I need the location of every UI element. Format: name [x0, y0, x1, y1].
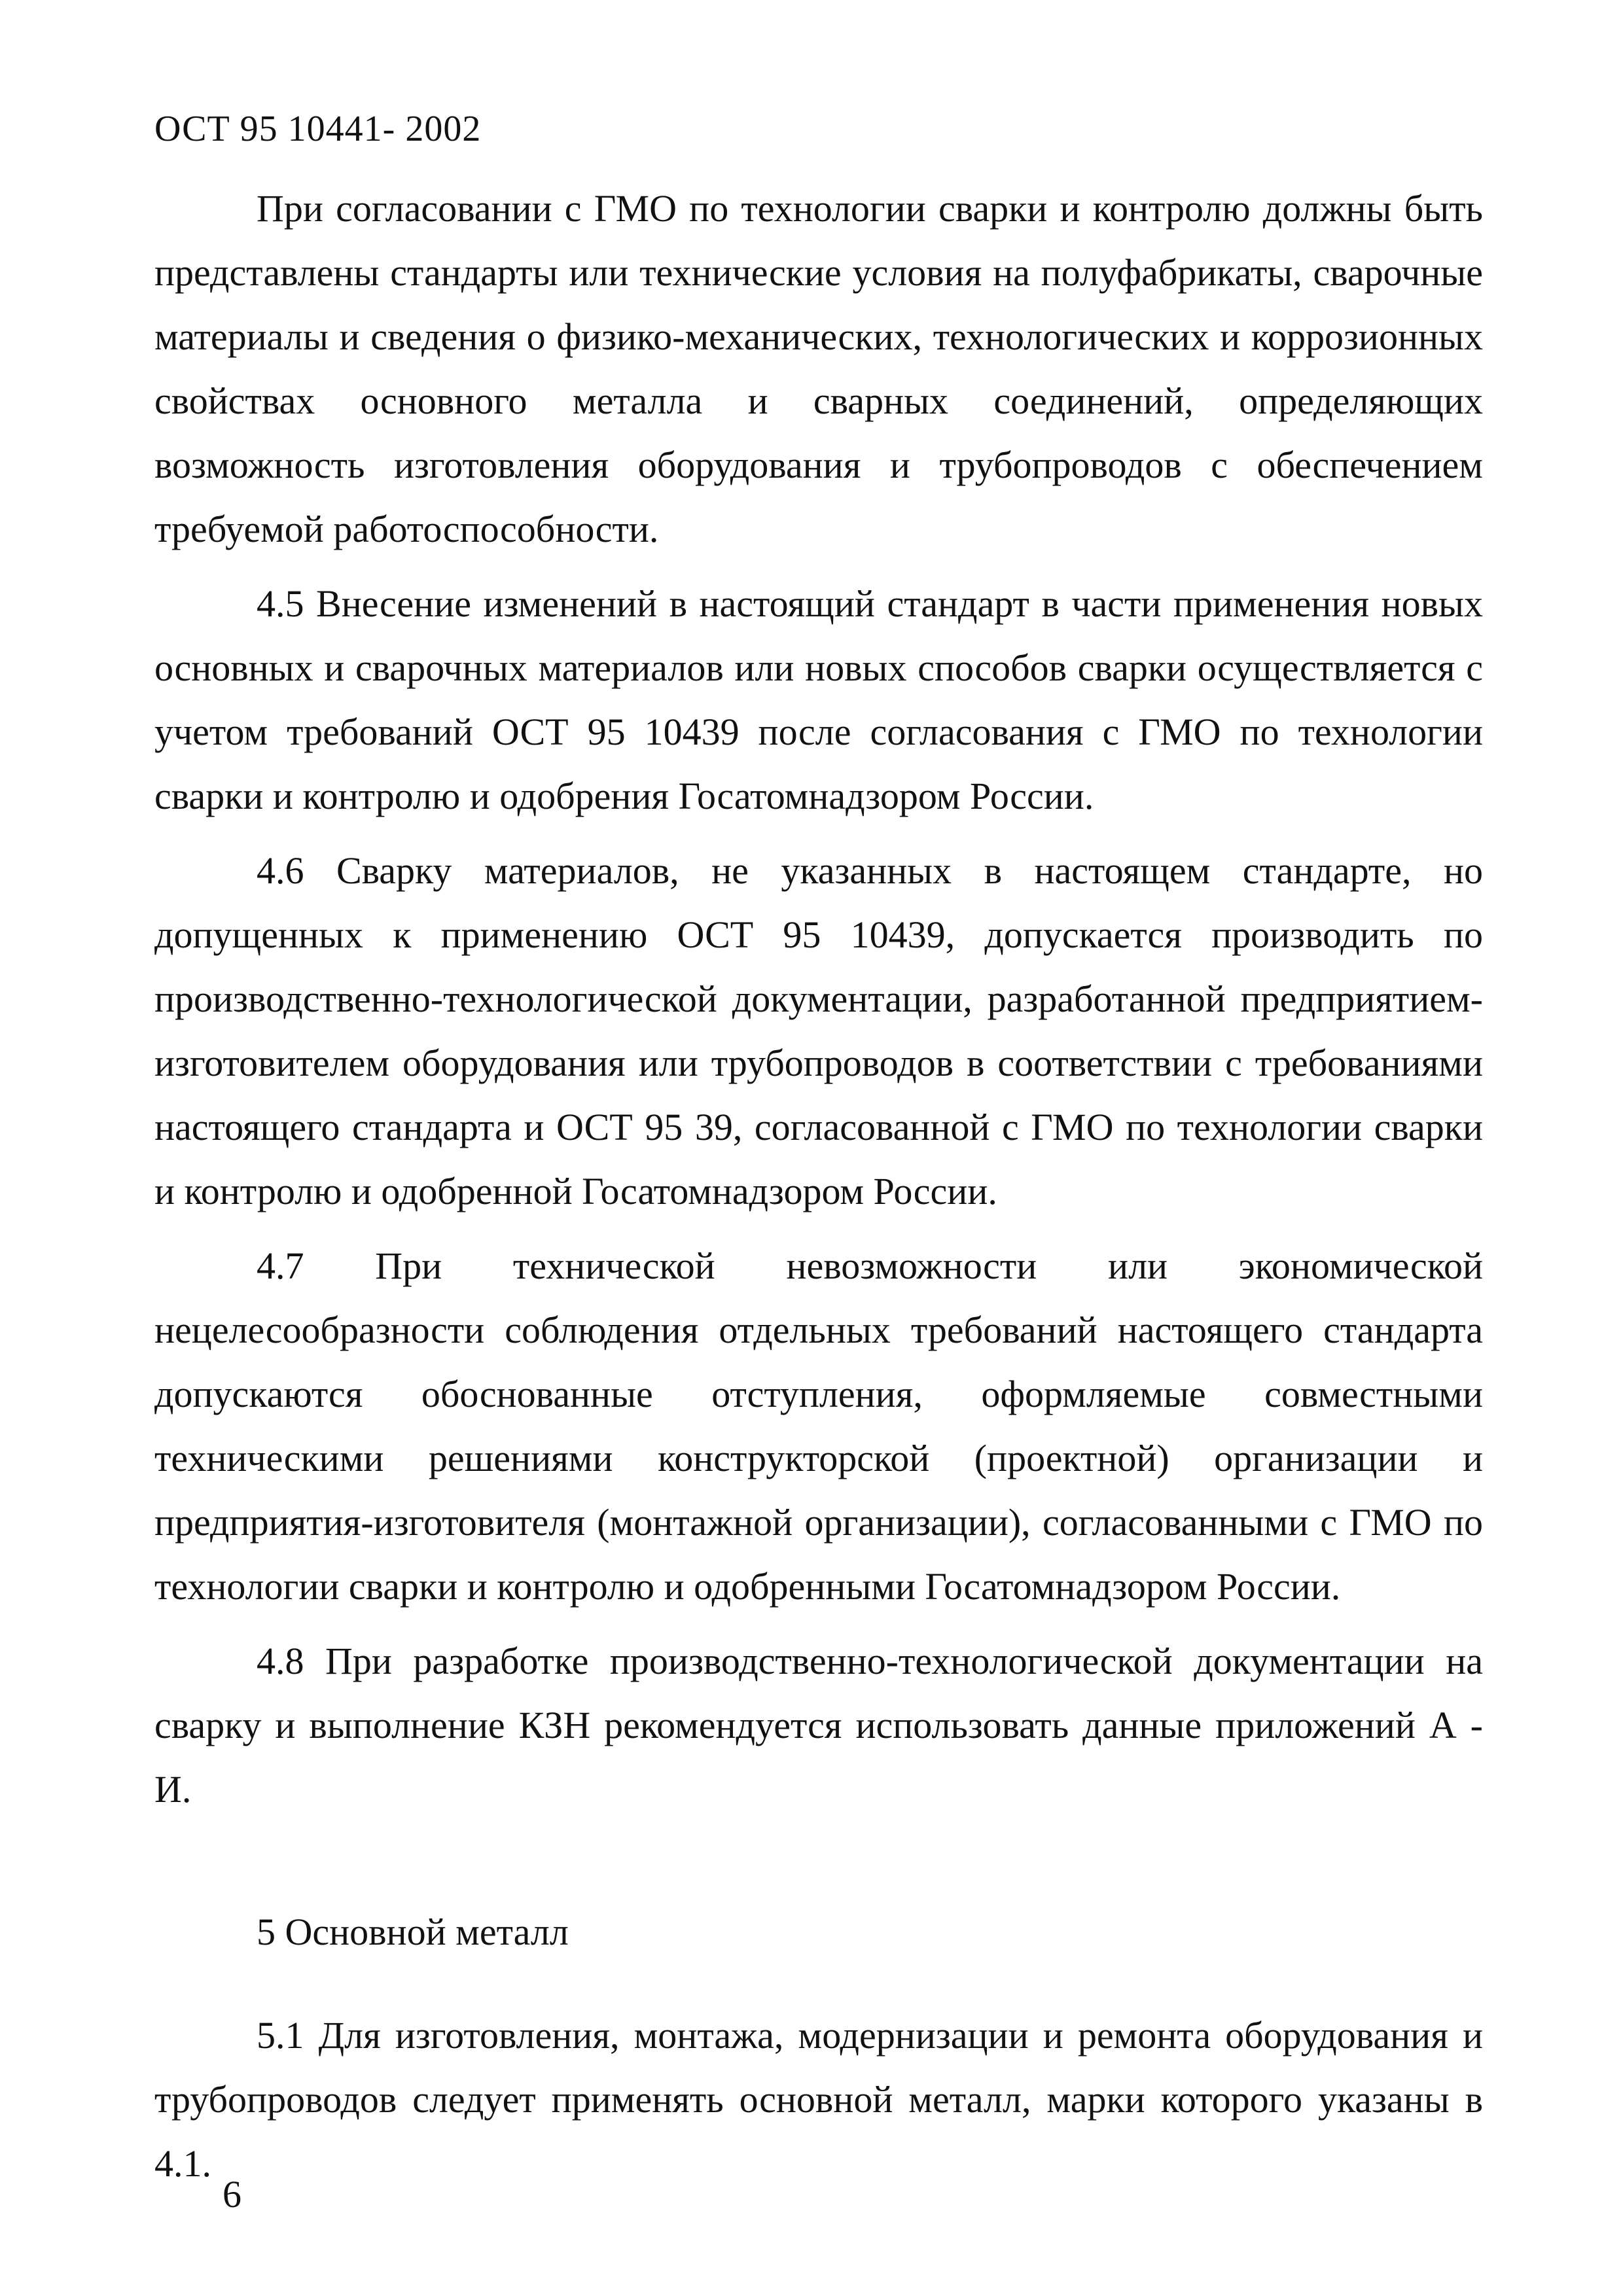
- paragraph-approval: При согласовании с ГМО по технологии сварки и контролю должны быть представлены стандарты или технические условия на полуфабрикаты, сварочные материалы и сведения о физико-механических, технологических и коррозионных свойствах основного металла и сварных соединений, определяющих возможность изготовления оборудования и трубопроводов с обеспечением требуемой работоспособности.: [154, 187, 1483, 550]
- paragraph-5-1: 5.1 Для изготовления, монтажа, модернизации и ремонта оборудования и трубопроводов следует применять основной металл, марки которого указаны в 4.1.: [154, 2014, 1483, 2185]
- paragraph-4-6: 4.6 Сварку материалов, не указанных в настоящем стандарте, но допущенных к применению ОСТ 95 10439, допускается производить по производственно-технологической документации, разработанной предприятием-изготовителем оборудования или трубопроводов в соответствии с требованиями настоящего стандарта и ОСТ 95 39, согласованной с ГМО по технологии сварки и контролю и одобренной Госатомнадзором России.: [154, 849, 1483, 1212]
- paragraph-4-8: 4.8 При разработке производственно-технологической документации на сварку и выполнение КЗН рекомендуется использовать данные приложений А - И.: [154, 1640, 1483, 1810]
- paragraph-4-5: 4.5 Внесение изменений в настоящий стандарт в части применения новых основных и сварочных материалов или новых способов сварки осуществляется с учетом требований ОСТ 95 10439 после согласования с ГМО по технологии сварки и контролю и одобрения Госатомнадзором России.: [154, 582, 1483, 817]
- paragraph-4-7: 4.7 При технической невозможности или экономической нецелесообразности соблюдения отдельных требований настоящего стандарта допускаются обоснованные отступления, оформляемые совместными техническими решениями конструкторской (проектной) организации и предприятия-изготовителя (монтажной организации), согласованными с ГМО по технологии сварки и контролю и одобренными Госатомнадзором России.: [154, 1245, 1483, 1608]
- document-body: [154, 177, 1483, 2206]
- page-number: 6: [223, 2173, 241, 2216]
- document-code: ОСТ 95 10441- 2002: [154, 109, 482, 149]
- section-heading-base-metal: 5 Основной металл: [257, 1911, 569, 1953]
